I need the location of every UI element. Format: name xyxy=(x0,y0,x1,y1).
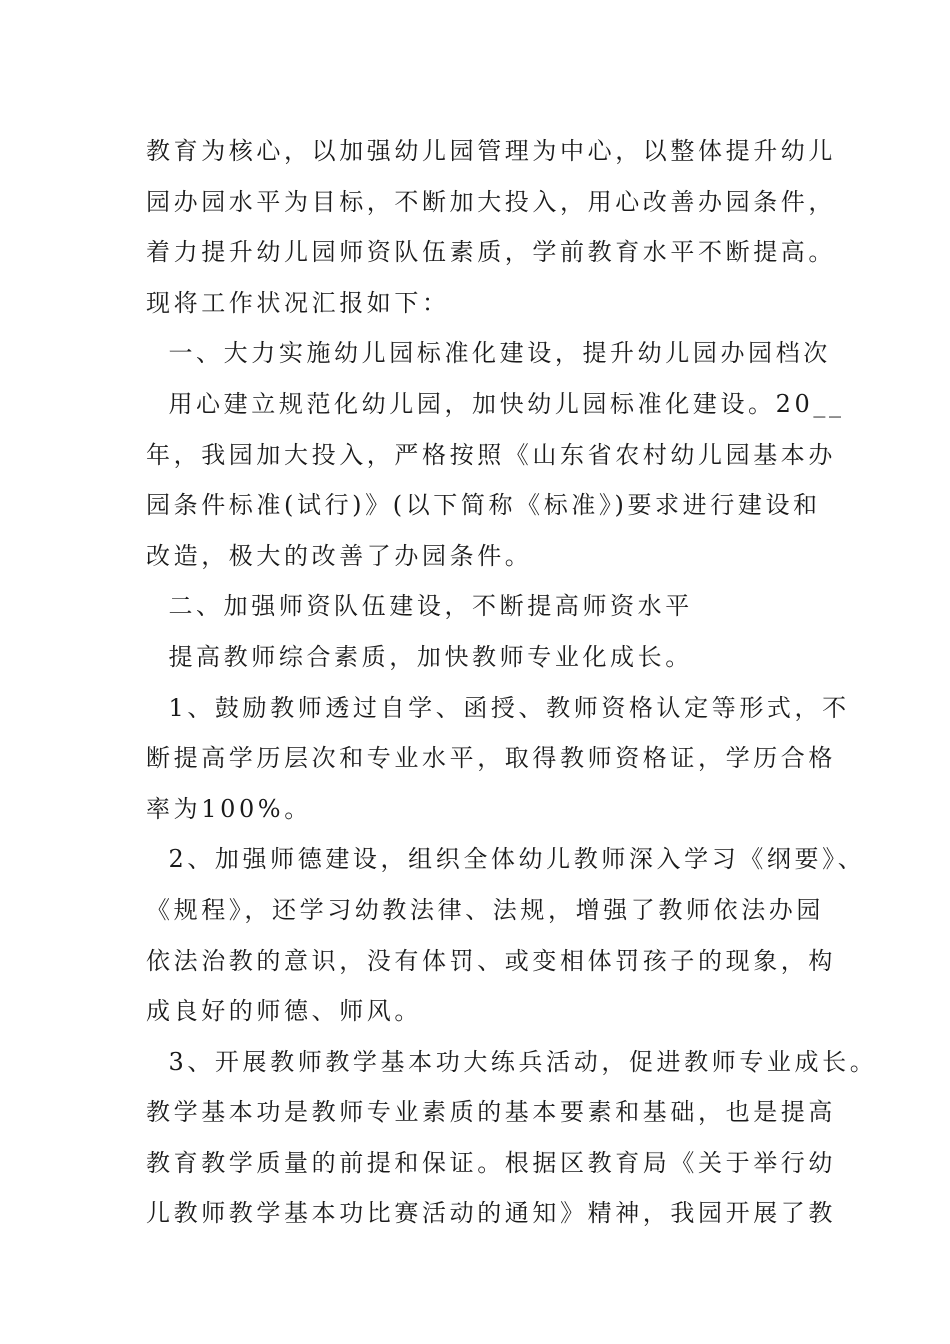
section-heading: 一、大力实施幼儿园标准化建设，提升幼儿园办园档次 xyxy=(146,339,831,368)
list-item: 3、开展教师教学基本功大练兵活动，促进教师专业成长。 xyxy=(146,1047,878,1076)
text-line: 依法治教的意识，没有体罚、或变相体罚孩子的现象，构 xyxy=(146,946,836,975)
text-line: 教学基本功是教师专业素质的基本要素和基础，也是提高 xyxy=(146,1098,836,1127)
text-line: 园条件标准(试行)》(以下简称《标准》)要求进行建设和 xyxy=(146,491,821,520)
text-line: 园办园水平为目标，不断加大投入，用心改善办园条件， xyxy=(146,187,836,216)
text-line: 成良好的师德、师风。 xyxy=(146,997,422,1026)
text-line: 用心建立规范化幼儿园，加快幼儿园标准化建设。20__ xyxy=(146,389,845,418)
text-line: 现将工作状况汇报如下： xyxy=(146,288,450,317)
text-line: 教育教学质量的前提和保证。根据区教育局《关于举行幼 xyxy=(146,1148,836,1177)
section-heading: 二、加强师资队伍建设，不断提高师资水平 xyxy=(146,592,693,621)
text-line: 儿教师教学基本功比赛活动的通知》精神，我园开展了教 xyxy=(146,1199,836,1228)
list-item: 2、加强师德建设，组织全体幼儿教师深入学习《纲要》、 xyxy=(146,845,866,874)
text-line: 着力提升幼儿园师资队伍素质，学前教育水平不断提高。 xyxy=(146,238,836,267)
list-item: 1、鼓励教师透过自学、函授、教师资格认定等形式，不 xyxy=(146,693,850,722)
text-line: 率为100%。 xyxy=(146,794,312,823)
text-line: 教育为核心，以加强幼儿园管理为中心，以整体提升幼儿 xyxy=(146,137,836,165)
text-line: 断提高学历层次和专业水平，取得教师资格证，学历合格 xyxy=(146,744,836,773)
text-line: 改造，极大的改善了办园条件。 xyxy=(146,541,533,570)
text-line: 提高教师综合素质，加快教师专业化成长。 xyxy=(146,642,693,671)
text-line: 年，我园加大投入，严格按照《山东省农村幼儿园基本办 xyxy=(146,440,836,469)
document-body xyxy=(146,126,878,1239)
text-line: 《规程》，还学习幼教法律、法规，增强了教师依法办园 xyxy=(146,895,824,924)
